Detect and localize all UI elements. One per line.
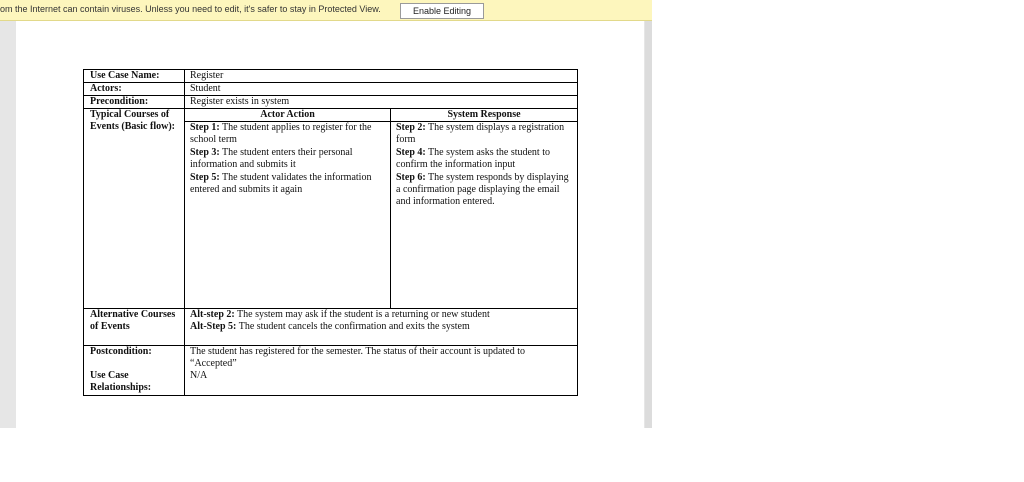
system-step: Step 2: The system displays a registration form: [396, 122, 565, 145]
system-steps-cell: [391, 122, 578, 309]
actor-steps-cell: [185, 122, 391, 309]
actor-step: Step 5: The student validates the information entered and submits it again: [190, 172, 372, 195]
typical-courses-label: Typical Courses of Events (Basic flow):: [84, 109, 185, 309]
postcondition-value: The student has registered for the semester. The status of their account is updated to “Accepted”: [190, 346, 525, 369]
use-case-name-label: Use Case Name:: [84, 70, 185, 83]
postcondition-relationships-values: [185, 346, 578, 396]
system-step: Step 6: The system responds by displaying a confirmation page displaying the email and information entered.: [396, 172, 569, 207]
protected-view-bar: [0, 0, 652, 21]
enable-editing-button[interactable]: Enable Editing: [400, 3, 484, 19]
actors-value: Student: [185, 83, 578, 96]
postcondition-relationships-labels: [84, 346, 185, 396]
precondition-label: Precondition:: [84, 96, 185, 109]
relationships-label: Use Case Relationships:: [90, 370, 152, 393]
use-case-name-value: Register: [185, 70, 578, 83]
precondition-value: Register exists in system: [185, 96, 578, 109]
alternative-courses-label: Alternative Courses of Events: [84, 309, 185, 346]
alt-step: Alt-step 2: The system may ask if the student is a returning or new student: [190, 309, 490, 320]
actor-step: Step 1: The student applies to register for the school term: [190, 122, 372, 145]
relationships-value: N/A: [190, 370, 208, 381]
vertical-scrollbar[interactable]: [645, 21, 652, 428]
actors-label: Actors:: [84, 83, 185, 96]
system-response-header: System Response: [391, 109, 578, 122]
alternative-steps-cell: [185, 309, 578, 346]
actor-step: Step 3: The student enters their personal information and submits it: [190, 147, 353, 170]
alt-step: Alt-Step 5: The student cancels the confirmation and exits the system: [190, 321, 470, 332]
postcondition-label: Postcondition:: [90, 346, 152, 357]
system-step: Step 4: The system asks the student to confirm the information input: [396, 147, 550, 170]
protected-view-message: om the Internet can contain viruses. Unless you need to edit, it's safer to stay in Protected View.: [0, 4, 381, 14]
actor-action-header: Actor Action: [185, 109, 391, 122]
use-case-table: [83, 69, 578, 396]
